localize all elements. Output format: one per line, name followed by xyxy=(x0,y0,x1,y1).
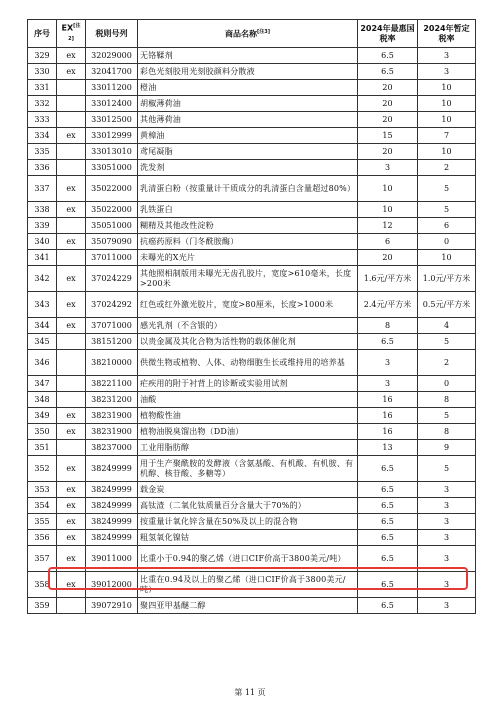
cell-ex xyxy=(57,392,86,408)
page-number: 第 11 页 xyxy=(234,688,266,697)
table-row xyxy=(28,498,476,514)
cell-seq: 331 xyxy=(28,80,57,96)
table-row xyxy=(28,408,476,424)
table-row xyxy=(28,292,476,318)
cell-ex: ex xyxy=(57,424,86,440)
cell-ex xyxy=(57,440,86,456)
tariff-table xyxy=(27,19,476,614)
cell-mfn-rate: 13 xyxy=(358,440,418,456)
cell-interim-rate: 3 xyxy=(418,514,476,530)
cell-interim-rate: 4 xyxy=(418,318,476,334)
cell-interim-rate: 10 xyxy=(418,112,476,128)
cell-ex xyxy=(57,96,86,112)
cell-seq: 338 xyxy=(28,202,57,218)
cell-ex: ex xyxy=(57,408,86,424)
cell-ex xyxy=(57,160,86,176)
cell-mfn-rate: 6.5 xyxy=(358,546,418,572)
cell-ex: ex xyxy=(57,176,86,202)
cell-name: 以贵金属及其化合物为活性物的载体催化剂 xyxy=(138,334,358,350)
cell-code: 33012500 xyxy=(86,112,138,128)
cell-ex: ex xyxy=(57,530,86,546)
cell-seq: 329 xyxy=(28,48,57,64)
table-row xyxy=(28,112,476,128)
cell-seq: 336 xyxy=(28,160,57,176)
cell-mfn-rate: 16 xyxy=(358,392,418,408)
cell-interim-rate: 10 xyxy=(418,250,476,266)
cell-ex xyxy=(57,112,86,128)
cell-ex xyxy=(57,598,86,614)
table-row xyxy=(28,128,476,144)
cell-code: 32041700 xyxy=(86,64,138,80)
cell-interim-rate: 3 xyxy=(418,482,476,498)
cell-code: 38249999 xyxy=(86,482,138,498)
cell-code: 38249999 xyxy=(86,514,138,530)
cell-interim-rate: 7 xyxy=(418,128,476,144)
table-row xyxy=(28,176,476,202)
cell-name: 红色或红外激光胶片，宽度>80厘米，长度>1000米 xyxy=(138,292,358,318)
table-row xyxy=(28,96,476,112)
cell-code: 35022000 xyxy=(86,176,138,202)
cell-code: 37024229 xyxy=(86,266,138,292)
cell-name: 植物油脱臭馏出物（DD油） xyxy=(138,424,358,440)
table-row xyxy=(28,80,476,96)
cell-interim-rate: 3 xyxy=(418,498,476,514)
table-row xyxy=(28,218,476,234)
cell-name: 按重量计氧化锌含量在50%及以上的混合物 xyxy=(138,514,358,530)
cell-mfn-rate: 2.4元/平方米 xyxy=(358,292,418,318)
cell-name: 比重在0.94及以上的聚乙烯（进口CIF价高于3800美元/吨） xyxy=(138,572,358,598)
cell-ex: ex xyxy=(57,292,86,318)
cell-mfn-rate: 10 xyxy=(358,202,418,218)
header-mfn-rate: 2024年最惠国税率 xyxy=(358,20,418,48)
cell-interim-rate: 1.0元/平方米 xyxy=(418,266,476,292)
cell-ex: ex xyxy=(57,572,86,598)
cell-code: 38237000 xyxy=(86,440,138,456)
table-row xyxy=(28,530,476,546)
table-body xyxy=(28,48,476,614)
cell-interim-rate: 3 xyxy=(418,64,476,80)
cell-mfn-rate: 20 xyxy=(358,144,418,160)
table-row xyxy=(28,598,476,614)
cell-seq: 356 xyxy=(28,530,57,546)
cell-ex: ex xyxy=(57,456,86,482)
cell-interim-rate: 0 xyxy=(418,376,476,392)
cell-mfn-rate: 16 xyxy=(358,424,418,440)
cell-ex xyxy=(57,250,86,266)
table-row xyxy=(28,318,476,334)
cell-code: 35079090 xyxy=(86,234,138,250)
cell-seq: 348 xyxy=(28,392,57,408)
cell-seq: 343 xyxy=(28,292,57,318)
cell-interim-rate: 10 xyxy=(418,144,476,160)
cell-mfn-rate: 6.5 xyxy=(358,514,418,530)
table-row xyxy=(28,48,476,64)
cell-name: 糊精及其他改性淀粉 xyxy=(138,218,358,234)
cell-seq: 358 xyxy=(28,572,57,598)
cell-name: 工业用脂肪醇 xyxy=(138,440,358,456)
cell-mfn-rate: 6.5 xyxy=(358,572,418,598)
cell-mfn-rate: 20 xyxy=(358,250,418,266)
cell-name: 感光乳剂（不含银的） xyxy=(138,318,358,334)
table-row xyxy=(28,334,476,350)
cell-seq: 339 xyxy=(28,218,57,234)
cell-name: 乳铁蛋白 xyxy=(138,202,358,218)
cell-code: 39012000 xyxy=(86,572,138,598)
cell-seq: 340 xyxy=(28,234,57,250)
cell-code: 37024292 xyxy=(86,292,138,318)
cell-ex: ex xyxy=(57,48,86,64)
cell-interim-rate: 5 xyxy=(418,334,476,350)
cell-mfn-rate: 3 xyxy=(358,160,418,176)
cell-interim-rate: 5 xyxy=(418,176,476,202)
cell-seq: 330 xyxy=(28,64,57,80)
cell-ex: ex xyxy=(57,514,86,530)
cell-mfn-rate: 10 xyxy=(358,176,418,202)
cell-seq: 357 xyxy=(28,546,57,572)
cell-code: 37071000 xyxy=(86,318,138,334)
cell-interim-rate: 0 xyxy=(418,234,476,250)
cell-name: 载金炭 xyxy=(138,482,358,498)
cell-ex: ex xyxy=(57,498,86,514)
tariff-table-page xyxy=(27,19,475,614)
cell-seq: 359 xyxy=(28,598,57,614)
cell-seq: 345 xyxy=(28,334,57,350)
table-row xyxy=(28,392,476,408)
cell-mfn-rate: 15 xyxy=(358,128,418,144)
table-row xyxy=(28,440,476,456)
cell-mfn-rate: 1.6元/平方米 xyxy=(358,266,418,292)
cell-seq: 342 xyxy=(28,266,57,292)
cell-name: 聚四亚甲基醚二醇 xyxy=(138,598,358,614)
cell-mfn-rate: 6.5 xyxy=(358,598,418,614)
cell-code: 35022000 xyxy=(86,202,138,218)
table-row xyxy=(28,266,476,292)
cell-ex: ex xyxy=(57,128,86,144)
cell-seq: 346 xyxy=(28,350,57,376)
cell-name: 比重小于0.94的聚乙烯（进口CIF价高于3800美元/吨） xyxy=(138,546,358,572)
cell-name: 橙油 xyxy=(138,80,358,96)
cell-mfn-rate: 20 xyxy=(358,96,418,112)
table-row xyxy=(28,64,476,80)
table-row xyxy=(28,514,476,530)
header-name: 商品名称[注3] xyxy=(138,20,358,48)
cell-seq: 349 xyxy=(28,408,57,424)
cell-code: 38151200 xyxy=(86,334,138,350)
cell-ex xyxy=(57,218,86,234)
cell-interim-rate: 2 xyxy=(418,160,476,176)
cell-code: 37011000 xyxy=(86,250,138,266)
cell-mfn-rate: 6.5 xyxy=(358,482,418,498)
cell-name: 植物酸性油 xyxy=(138,408,358,424)
cell-interim-rate: 3 xyxy=(418,530,476,546)
cell-code: 38249999 xyxy=(86,498,138,514)
cell-ex xyxy=(57,144,86,160)
cell-code: 38210000 xyxy=(86,350,138,376)
cell-ex: ex xyxy=(57,64,86,80)
cell-name: 疟疾用的附于衬背上的诊断或实验用试剂 xyxy=(138,376,358,392)
cell-name: 用于生产聚酰胺的发酵液（含氨基酸、有机酸、有机胺、有机醇、核苷酸、多糖等） xyxy=(138,456,358,482)
cell-interim-rate: 2 xyxy=(418,350,476,376)
cell-mfn-rate: 6.5 xyxy=(358,64,418,80)
cell-mfn-rate: 20 xyxy=(358,80,418,96)
cell-interim-rate: 5 xyxy=(418,408,476,424)
cell-ex: ex xyxy=(57,482,86,498)
cell-mfn-rate: 12 xyxy=(358,218,418,234)
cell-interim-rate: 0.5元/平方米 xyxy=(418,292,476,318)
cell-mfn-rate: 20 xyxy=(358,112,418,128)
header-code: 税则号列 xyxy=(86,20,138,48)
cell-name: 高钛渣（二氧化钛质量百分含量大于70%的） xyxy=(138,498,358,514)
cell-name: 未曝光的X光片 xyxy=(138,250,358,266)
cell-seq: 350 xyxy=(28,424,57,440)
cell-name: 供微生物或植物、人体、动物细胞生长或维持用的培养基 xyxy=(138,350,358,376)
cell-ex xyxy=(57,350,86,376)
cell-ex: ex xyxy=(57,234,86,250)
highlight-box xyxy=(48,567,468,590)
cell-interim-rate: 8 xyxy=(418,392,476,408)
cell-interim-rate: 3 xyxy=(418,598,476,614)
cell-name: 鸢尾凝脂 xyxy=(138,144,358,160)
cell-seq: 344 xyxy=(28,318,57,334)
header-ex-note: [注2] xyxy=(68,22,81,42)
table-row xyxy=(28,202,476,218)
cell-seq: 351 xyxy=(28,440,57,456)
cell-interim-rate: 9 xyxy=(418,440,476,456)
cell-interim-rate: 3 xyxy=(418,572,476,598)
cell-mfn-rate: 6.5 xyxy=(358,530,418,546)
cell-code: 38221100 xyxy=(86,376,138,392)
cell-ex: ex xyxy=(57,266,86,292)
cell-name: 洗发剂 xyxy=(138,160,358,176)
cell-ex: ex xyxy=(57,202,86,218)
cell-seq: 355 xyxy=(28,514,57,530)
cell-ex xyxy=(57,80,86,96)
header-interim-rate: 2024年暂定税率 xyxy=(418,20,476,48)
cell-seq: 354 xyxy=(28,498,57,514)
table-row xyxy=(28,482,476,498)
cell-code: 33051000 xyxy=(86,160,138,176)
cell-code: 33013010 xyxy=(86,144,138,160)
cell-seq: 347 xyxy=(28,376,57,392)
header-ex: EX[注2] xyxy=(57,20,86,48)
cell-name: 抗癌药原料（门冬酰胺酶） xyxy=(138,234,358,250)
cell-mfn-rate: 6 xyxy=(358,234,418,250)
cell-ex: ex xyxy=(57,546,86,572)
cell-code: 33012400 xyxy=(86,96,138,112)
cell-code: 38231900 xyxy=(86,408,138,424)
cell-code: 38231900 xyxy=(86,424,138,440)
cell-interim-rate: 6 xyxy=(418,218,476,234)
cell-mfn-rate: 6.5 xyxy=(358,498,418,514)
cell-name: 其他薄荷油 xyxy=(138,112,358,128)
cell-code: 39011000 xyxy=(86,546,138,572)
table-row xyxy=(28,456,476,482)
cell-seq: 335 xyxy=(28,144,57,160)
cell-mfn-rate: 8 xyxy=(358,318,418,334)
table-row xyxy=(28,424,476,440)
table-row xyxy=(28,144,476,160)
cell-name: 其他照相制版用未曝光无齿孔胶片，宽度>610毫米，长度>200米 xyxy=(138,266,358,292)
cell-seq: 332 xyxy=(28,96,57,112)
cell-mfn-rate: 6.5 xyxy=(358,456,418,482)
cell-interim-rate: 3 xyxy=(418,546,476,572)
cell-code: 32029000 xyxy=(86,48,138,64)
cell-name: 粗氢氧化镍钴 xyxy=(138,530,358,546)
cell-mfn-rate: 6.5 xyxy=(358,48,418,64)
cell-seq: 353 xyxy=(28,482,57,498)
table-row xyxy=(28,160,476,176)
cell-name: 乳清蛋白粉（按重量计干质成分的乳清蛋白含量超过80%） xyxy=(138,176,358,202)
cell-name: 胡椒薄荷油 xyxy=(138,96,358,112)
cell-code: 38249999 xyxy=(86,456,138,482)
cell-code: 33011200 xyxy=(86,80,138,96)
cell-name: 黄樟油 xyxy=(138,128,358,144)
table-row xyxy=(28,376,476,392)
cell-code: 33012999 xyxy=(86,128,138,144)
cell-name: 油酸 xyxy=(138,392,358,408)
cell-ex xyxy=(57,334,86,350)
cell-seq: 337 xyxy=(28,176,57,202)
cell-name: 无铬鞣剂 xyxy=(138,48,358,64)
cell-code: 39072910 xyxy=(86,598,138,614)
cell-interim-rate: 10 xyxy=(418,96,476,112)
cell-mfn-rate: 3 xyxy=(358,350,418,376)
table-row xyxy=(28,250,476,266)
cell-code: 38231200 xyxy=(86,392,138,408)
header-seq: 序号 xyxy=(28,20,57,48)
cell-ex xyxy=(57,376,86,392)
cell-interim-rate: 5 xyxy=(418,456,476,482)
table-row xyxy=(28,234,476,250)
cell-mfn-rate: 16 xyxy=(358,408,418,424)
cell-seq: 333 xyxy=(28,112,57,128)
cell-seq: 352 xyxy=(28,456,57,482)
cell-code: 38249999 xyxy=(86,530,138,546)
cell-name: 彩色光刻胶用光刻胶颜料分散液 xyxy=(138,64,358,80)
cell-seq: 334 xyxy=(28,128,57,144)
cell-interim-rate: 10 xyxy=(418,80,476,96)
cell-interim-rate: 3 xyxy=(418,48,476,64)
table-header-row xyxy=(28,20,476,48)
cell-seq: 341 xyxy=(28,250,57,266)
cell-interim-rate: 5 xyxy=(418,202,476,218)
cell-ex: ex xyxy=(57,318,86,334)
cell-mfn-rate: 3 xyxy=(358,376,418,392)
header-name-note: [注3] xyxy=(256,29,271,36)
cell-interim-rate: 8 xyxy=(418,424,476,440)
cell-mfn-rate: 6.5 xyxy=(358,334,418,350)
cell-code: 35051000 xyxy=(86,218,138,234)
table-row xyxy=(28,350,476,376)
